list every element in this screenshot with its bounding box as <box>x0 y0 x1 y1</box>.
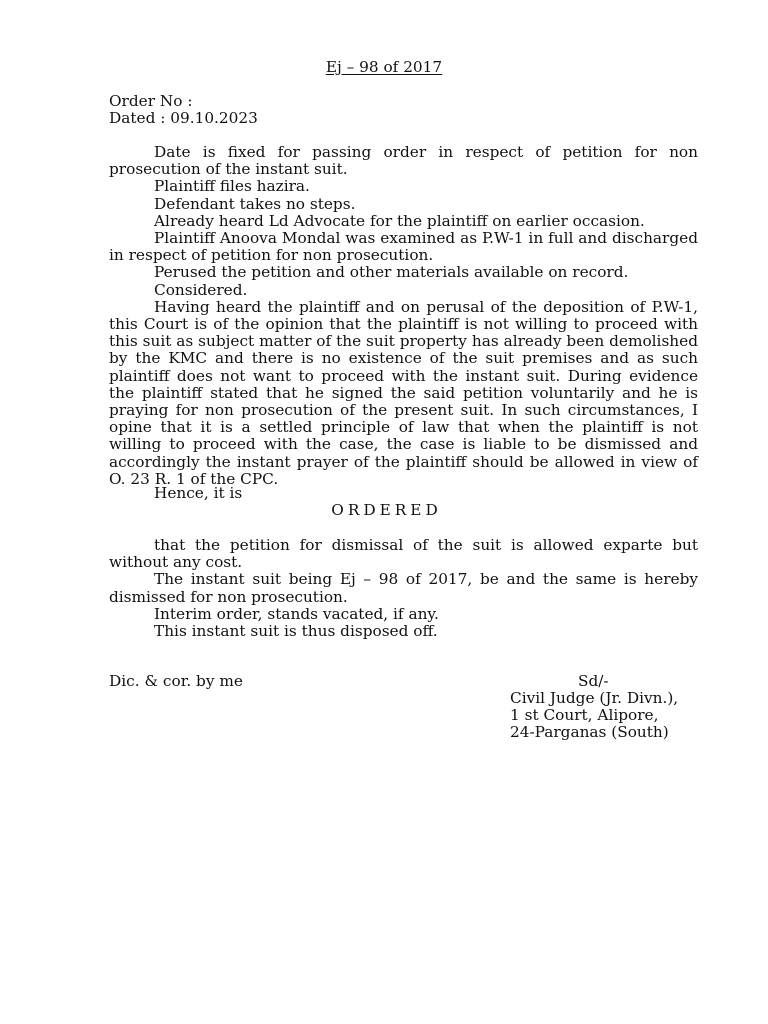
paragraph-defendant: Defendant takes no steps. <box>154 194 356 213</box>
signature-court: 1 st Court, Alipore, <box>510 706 659 724</box>
signature-district: 24-Parganas (South) <box>510 723 669 741</box>
paragraph-interim-order: Interim order, stands vacated, if any. <box>154 604 439 623</box>
paragraph-considered: Considered. <box>154 280 248 299</box>
paragraph-hazira: Plaintiff files hazira. <box>154 177 310 196</box>
paragraph-date-fixed: Date is fixed for passing order in respect of petition for non prosecution of the instant suit. <box>109 143 698 179</box>
paragraph-perused: Perused the petition and other materials available on record. <box>154 263 629 282</box>
paragraph-disposed: This instant suit is thus disposed off. <box>154 622 438 641</box>
paragraph-reasoning: Having heard the plaintiff and on perusal of the deposition of P.W-1, this Court is of the opinion that the plaintiff is not willing to proceed with this suit as subject matter of the suit property has already been demolished by the KMC and there is no existence of the suit premises and as such plaintiff does not want to proceed with the instant suit. During evidence the plaintiff stated that he signed the said petition voluntarily and he is praying for non prosecution of the present suit. In such circumstances, I opine that it is a settled principle of law that when the plaintiff is not willing to proceed with the case, the case is liable to be dismissed and accordingly the instant prayer of the plaintiff should be allowed in view of O. 23 R. 1 of the CPC. <box>109 297 698 488</box>
ordered-heading: ORDERED <box>331 501 442 519</box>
dictation-note: Dic. & cor. by me <box>109 672 243 690</box>
paragraph-suit-dismissed: The instant suit being Ej – 98 of 2017, be and the same is hereby dismissed for non prosecution. <box>109 570 698 606</box>
order-operative-part <box>109 537 698 640</box>
order-body <box>109 144 698 488</box>
hence-line: Hence, it is <box>154 484 243 502</box>
signature-title: Civil Judge (Jr. Divn.), <box>510 689 679 707</box>
signature-sd: Sd/- <box>578 672 609 690</box>
paragraph-petition-allowed: that the petition for dismissal of the suit is allowed exparte but without any cost. <box>109 536 698 572</box>
case-number-heading: Ej – 98 of 2017 <box>325 58 443 76</box>
paragraph-examined: Plaintiff Anoova Mondal was examined as P.W-1 in full and discharged in respect of petition for non prosecution. <box>109 229 698 265</box>
paragraph-heard: Already heard Ld Advocate for the plaintiff on earlier occasion. <box>154 211 645 230</box>
order-date: Dated : 09.10.2023 <box>109 109 258 127</box>
order-number: Order No : <box>109 92 193 110</box>
